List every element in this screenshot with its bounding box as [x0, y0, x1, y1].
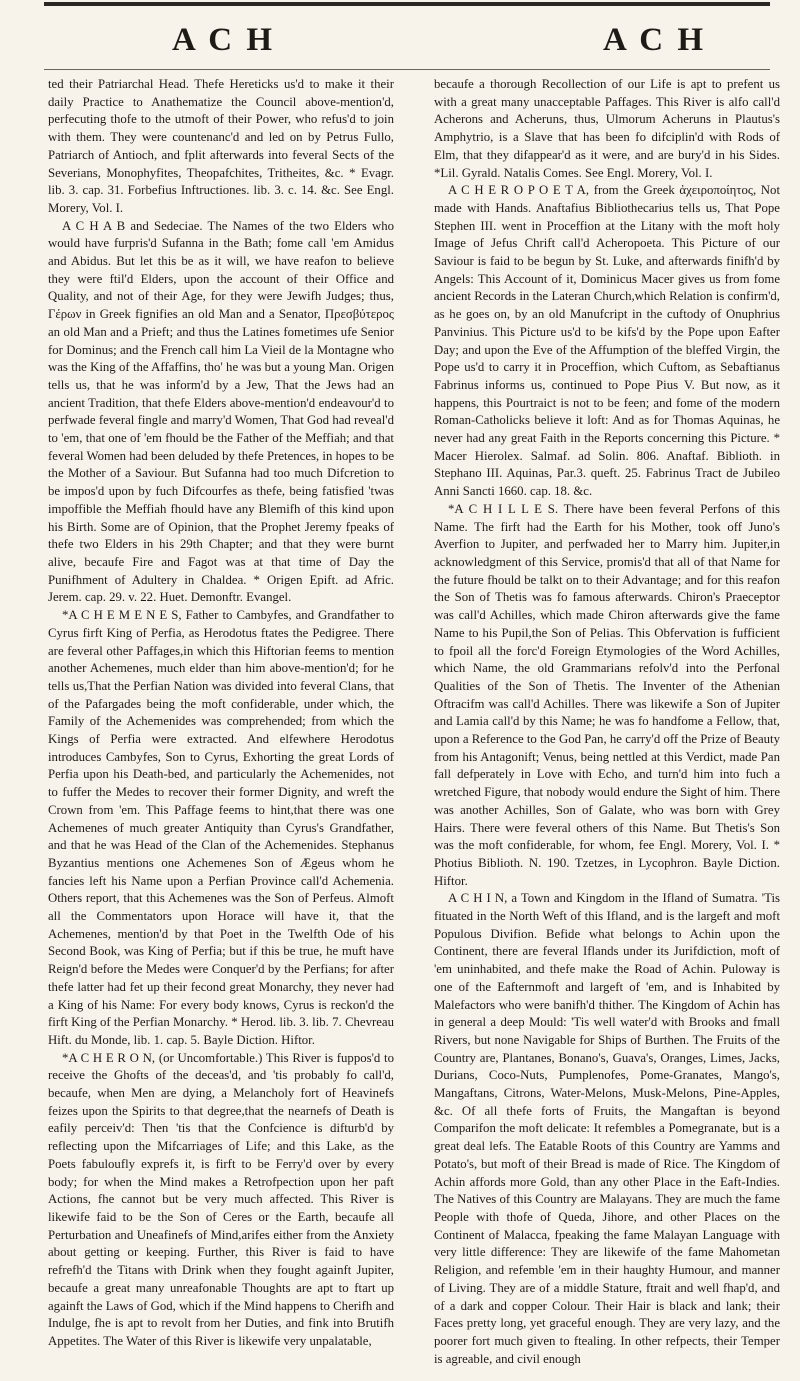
running-head-right: A C H [603, 22, 707, 58]
running-head [50, 22, 760, 62]
left-column [48, 76, 394, 1351]
head-rule [44, 69, 770, 70]
entry-achin: A C H I N, a Town and Kingdom in the Ifland of Sumatra. 'Tis fituated in the North Weft of this Ifland, and is the largeft and moft Populous Divifion. Befide what belongs to Achin upon the Continent, there are feveral Iflands under its Jurifdiction, moft of 'em uninhabited, and thefe make the Road of Achin. Puloway is one of the Eafternmoft and largeft of 'em, and is Inhabited by Malefactors who were banifh'd thither. The Kingdom of Achin has in general a deep Mould: 'Tis well water'd with Brooks and fmall Rivers, but none Navigable for Ships of Burthen. The Fruits of the Country are, Plantanes, Bonano's, Guava's, Oranges, Limes, Jacks, Durians, Coco-Nuts, Pumplenofes, Pome-Granates, Mango's, Mangaftans, Citrons, Water-Melons, Musk-Melons, Pine-Apples, &c. Of all thefe forts of Fruits, the Mangaftan is beyond Comparifon the moft delicate: It refembles a Pomegranate, but is a great deal lefs. The Eatable Roots of this Country are Yamms and Potato's, but moft of their Bread is made of Rice. The Kingdom of Achin affords more Gold, than any other Place in the Eaft-Indies. The Natives of this Country are Malayans. They are much the fame People with thofe of Queda, Jihore, and other Places on the Continent of Malacca, fpeaking the fame Malayan Language with very little difference: They are likewife of the fame Mahometan Religion, and refemble 'em in their haughty Humour, and manner of Living. They are of a middle Stature, ftrait and well fhap'd, and of a dark and copper Colour. Their Hair is black and lank; their Faces pretty long, yet graceful enough. They are very lazy, and the poorer fort much given to ftealing. In other refpects, their Temper is agreable, and civil enough [434, 891, 780, 1366]
right-column [434, 76, 780, 1368]
entry-paragraph: ted their Patriarchal Head. Thefe Hereticks us'd to make it their daily Practice to Anathematize the Council above-mention'd, perfecuting thofe to the utmoft of their Power, who refus'd to join with them. They were countenanc'd and led on by Petrus Fullo, Patriarch of Antioch, and fplit afterwards into feveral Sects of the Severians, Monophyfites, Theopafchites, Tritheites, &c. * Evagr. lib. 3. cap. 31. Forbefius Inftructiones. lib. 3. c. 14. &c. See Engl. Morery, Vol. I. [48, 77, 394, 215]
top-rule [44, 2, 770, 6]
entry-achilles: *A C H I L L E S. There have been feveral Perfons of this Name. The firft had the Earth for his Mother, took off Juno's Averfion to Jupiter, and perfwaded her to Marry him. Jupiter,in acknowledgment of this Service, promis'd that all of that Name for the future fhould be talkt on to their Advantage; and for this reafon the Son of Thetis was fo famous afterwards. Chiron's Praeceptor was call'd Achilles, which made Chiron afterwards give the fame Name to his Pupil,the Son of Pelias. This Obfervation is fufficient to fpoil all the forc'd Foreign Etymologies of the Word Achilles, which Name, the old Grammarians refolv'd into the Perfonal Qualities of the Son of Thetis. The Inventer of the Athenian Oftracifm was call'd Achilles. There was likewife a Son of Jupiter and Lamia call'd by this Name; he was fo handfome a Fellow, that, upon a Reference to the God Pan, he carry'd off the Prize of Beauty from his Antagonift; Venus, being nettled at this Verdict, made Pan fall defperately in Love with Echo, and turn'd him into fuch a wretched Figure, that nobody would endure the Sight of him. There was another Achilles, Son of Galate, who was born with Grey Hairs. There were feveral others of this Name. But Thetis's Son was the moft confiderable, for whom, fee Engl. Morery, Vol. I. * Photius Biblioth. N. 190. Tzetzes, in Lycophron. Bayle Diction. Hiftor. [434, 501, 780, 888]
running-head-left: A C H [172, 22, 276, 58]
entry-acheropoeta: A C H E R O P O E T A, from the Greek ἀχειροποίητος, Not made with Hands. Anaftafius Bibliothecarius tells us, That Pope Stephen III. went in Proceffion at the Litany with the moft holy Image of Jefus Chrift call'd Acheropoeta. This Picture of our Saviour is faid to be begun by St. Luke, and afterwards finifh'd by Angels: This Account of it, Dominicus Macer gives us from fome ancient Records in the Lateran Church,which Relation is confirm'd, as he goes on, by an old Manufcript in the cuftody of Onuphrius Panvinius. This Picture us'd to be kifs'd by the Pope upon Eafter Day; and upon the Eve of the Affumption of the bleffed Virgin, the Pope us'd to carry it in Proceffion, which Cuftom, as Sebaftianus Fabrinus informs us, continued to Pope Pius V. But now, as it happens, this Pourtraict is not to be feen; and fome of the modern Roman-Catholicks believe it loft: And as for Thomas Aquinas, he never had any great Faith in the Reports concerning this Picture. * Macer Hierolex. Salmaf. ad Solin. 806. Anaftaf. Biblioth. in Stephano III. Aquinas, Par.3. queft. 25. Fabrinus Tract de Jubileo Anni Sancti 1660. cap. 18. &c. [434, 183, 780, 499]
entry-achemenes: *A C H E M E N E S, Father to Cambyfes, and Grandfather to Cyrus firft King of Perfia, as Herodotus ftates the Pedigree. There are feveral other Paffages,in which this Hiftorian feems to mention another Achemenes, much elder than him above-mention'd; for he tells us,That the Perfian Nation was divided into feveral Clans, that of the Pafargades being the moft confiderable, under which, the Family of the Achemenides was comprehended; from which the Kings of Perfia were extracted. And elfewhere Herodotus introduces Cambyfes, Son to Cyrus, Exhorting the great Lords of Perfia upon his Death-bed, and particularly the Achemenides, not to fuffer the Medes to recover their former Dignity, and wreft the Crown from 'em. This Paffage feems to hint,that there was one Achemenes of much greater Antiquity than Cyrus's Grandfather, and that he was Head of the Clan of the Achemenides. Stephanus Byzantius mentions one Achemenes Son of Ægeus whom he fancies left his Name upon a Perfian Province call'd Achemenia. Others report, that this Achemenes was the Son of Perfeus. Almoft all the Commentators upon Horace will have it, that the Achemenes, mention'd by that Poet in the Twelfth Ode of his Second Book, was King of Perfia; but if this be true, he muft have Reign'd before the Medes were Conquer'd by the Perfians; for after thefe latter had fet up their fecond great Monarchy, they never had a King of his Name: For every body knows, Cyrus is reckon'd the firft King of the Perfian Monarchy. * Herod. lib. 3. lib. 7. Chevreau Hift. du Monde, lib. 1. cap. 5. Bayle Diction. Hiftor. [48, 608, 394, 1047]
entry-paragraph: becaufe a thorough Recollection of our Life is apt to prefent us with a great many unacceptable Paffages. This River is alfo call'd Acherons and Acheruns, thus, Ulmorum Acheruns in Plautus's Amphytrio, is a Slave that has been fo difciplin'd with Rods of Elm, that they difappear'd as it were, and are bury'd in his Sides. *Lil. Gyrald. Natalis Comes. See Engl. Morery, Vol. I. [434, 77, 780, 180]
entry-achab: A C H A B and Sedeciae. The Names of the two Elders who would have furpris'd Sufanna in the Bath; fome call 'em Amidus and Abidus. But let this be as it will, we have reafon to believe they were ftil'd Elders, upon the account of their Office and Quality, and not of their Age, for they were Jewifh Judges; thus, Γέρων in Greek fignifies an old Man and a Senator, Πρεσβύτερος an old Man and a Prieft; and thus the Latines fometimes ufe Senior for Dominus; and the French call him La Vieil de la Montagne who was the King of the Affaffins, tho' he was but a young Man. Origen tells us, that he was inform'd by a Jew, That the Jews had an ancient Tradition, that thefe Elders above-mention'd endeavour'd to perfwade feveral fingle and marry'd Women, That God had reveal'd to 'em, that one of 'em fhould be the Father of the Meffiah; and that feveral Women had been deluded by thefe Pretences, in hopes to be the Mother of a Saviour. But Sufanna had too much Difcretion to be impos'd upon by fuch Difcourfes as thefe, being fatisfied 'twas impoffible the Meffiah fhould have any Blemifh of this kind upon his Birth. Some are of Opinion, that the Prophet Jeremy fpeaks of thefe two Elders in his 29th Chapter; and that they were burnt alive, becaufe Fire and Fagot was at that time of Day the Punifhment of Adultery in Chaldea. * Origen Epift. ad Afric. Jerem. cap. 29. v. 22. Huet. Demonftr. Evangel. [48, 218, 394, 605]
entry-acheron: *A C H E R O N, (or Uncomfortable.) This River is fuppos'd to receive the Ghofts of the deceas'd, and 'tis probably fo call'd, becaufe, when Men are dying, a Melancholy fort of Heavinefs feizes upon the Spirits to that degree,that the nearnefs of Death is eafily perceiv'd: Then 'tis that the Confcience is difturb'd by reflecting upon the Mifcarriages of Life; and this Lake, as the Poets fabuloufly exprefs it, is firft to be Ferry'd over by every body; for when the Mind makes a Retrofpection upon her paft Actions, fhe cannot but be very much affected. This River is likewife faid to be the Son of Ceres or the Earth, becaufe all Perturbation and Uneafinefs of Mind,arifes either from the Anxiety about getting or keeping. Further, this River is faid to have refrefh'd the Titans with Drink when they fought againft Jupiter, becaufe a great many unreafonable Thoughts are apt to ftart up againft the Laws of God, which if the Mind happens to Cherifh and Indulge, fhe is apt to revolt from her Duties, and fink into Brutifh Appetites. The Water of this River is likewife very unpalatable, [48, 1050, 394, 1348]
